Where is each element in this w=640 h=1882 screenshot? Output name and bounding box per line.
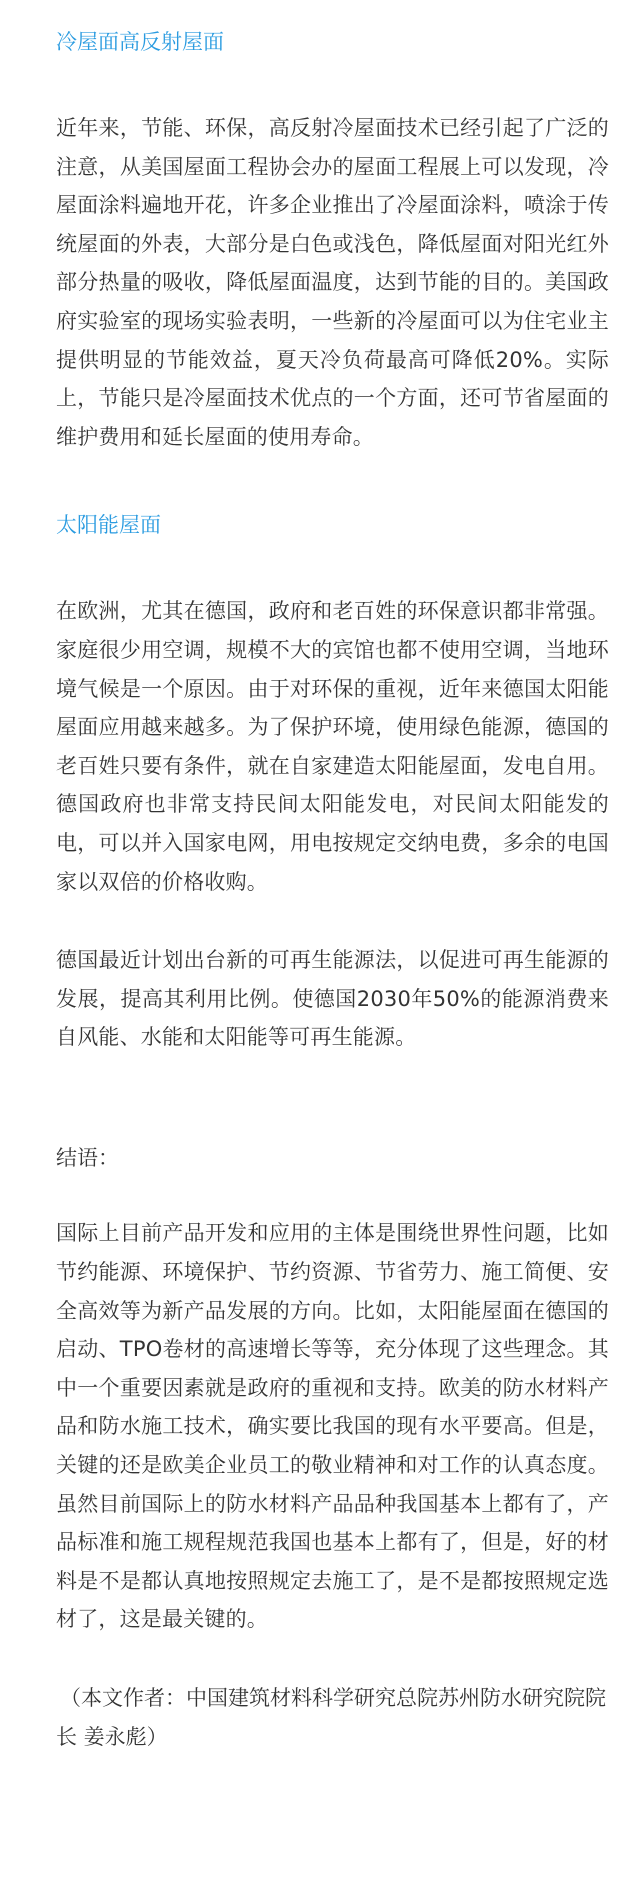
- section-heading-cool-roof: 冷屋面高反射屋面: [56, 30, 224, 54]
- paragraph-cool-roof: 近年来，节能、环保，高反射冷屋面技术已经引起了广泛的注意，从美国屋面工程协会办的屋面工程展上可以发现，冷屋面涂料遍地开花，许多企业推出了冷屋面涂料，喷涂于传统屋面的外表，大部分是白色或浅色，降低屋面对阳光红外部分热量的吸收，降低屋面温度，达到节能的目的。美国政府实验室的现场实验表明，一些新的冷屋面可以为住宅业主提供明显的节能效益，夏天冷负荷最高可降低20%。实际上，节能只是冷屋面技术优点的一个方面，还可节省屋面的维护费用和延长屋面的使用寿命。: [56, 116, 609, 449]
- article-body: [56, 20, 609, 1756]
- author-byline: （本文作者：中国建筑材料科学研究总院苏州防水研究院院长 姜永彪）: [56, 1686, 606, 1749]
- paragraph-conclusion: 国际上目前产品开发和应用的主体是围绕世界性问题，比如节约能源、环境保护、节约资源、节省劳力、施工简便、安全高效等为新产品发展的方向。比如，太阳能屋面在德国的启动、TPO卷材的高速增长等等，充分体现了这些理念。其中一个重要因素就是政府的重视和支持。欧美的防水材料产品和防水施工技术，确实要比我国的现有水平要高。但是，关键的还是欧美企业员工的敬业精神和对工作的认真态度。虽然目前国际上的防水材料产品品种我国基本上都有了，产品标准和施工规程规范我国也基本上都有了，但是，好的材料是不是都认真地按照规定去施工了，是不是都按照规定选材了，这是最关键的。: [56, 1221, 609, 1632]
- conclusion-label: 结语：: [56, 1145, 119, 1170]
- section-heading-solar-roof: 太阳能屋面: [56, 513, 161, 538]
- paragraph-solar-roof-1: 在欧洲，尤其在德国，政府和老百姓的环保意识都非常强。家庭很少用空调，规模不大的宾馆也都不使用空调，当地环境气候是一个原因。由于对环保的重视，近年来德国太阳能屋面应用越来越多。为了保护环境，使用绿色能源，德国的老百姓只要有条件，就在自家建造太阳能屋面，发电自用。德国政府也非常支持民间太阳能发电，对民间太阳能发的电，可以并入国家电网，用电按规定交纳电费，多余的电国家以双倍的价格收购。: [56, 599, 609, 894]
- paragraph-solar-roof-2: 德国最近计划出台新的可再生能源法，以促进可再生能源的发展，提高其利用比例。使德国2030年50%的能源消费来自风能、水能和太阳能等可再生能源。: [56, 948, 609, 1050]
